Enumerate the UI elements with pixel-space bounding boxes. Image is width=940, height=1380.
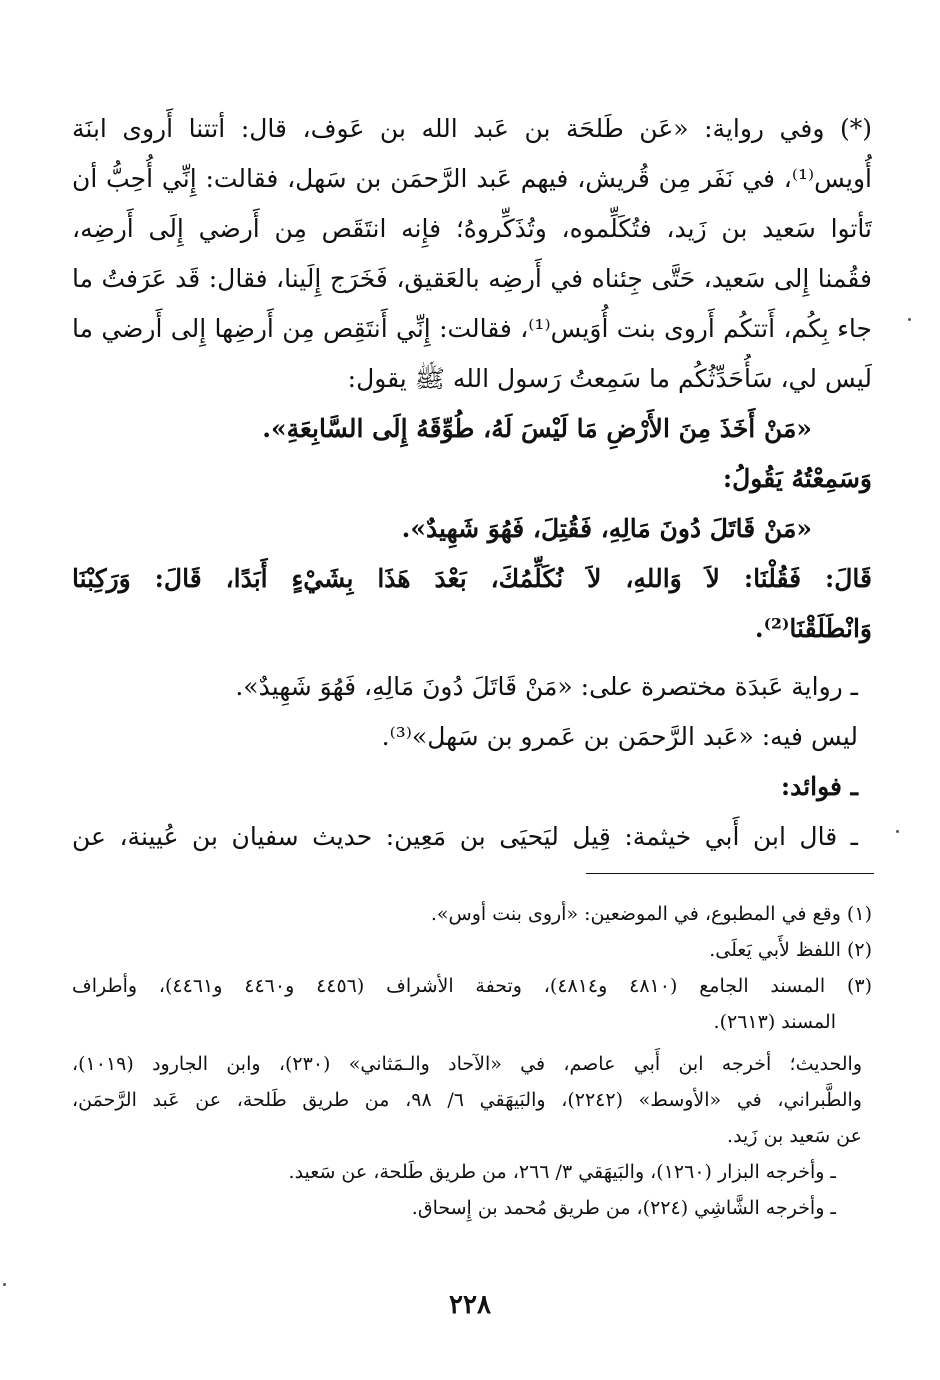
footnote-line: (٢) اللفظ لأَبي يَعلَى. bbox=[709, 939, 872, 961]
footnote-line: (٣) المسند الجامع (٤٨١٠ و٤٨١٤)، وتحفة الأشراف (٤٤٥٦ و٤٤٦٠ و٤٤٦١)، وأطراف bbox=[72, 975, 872, 997]
footnote-line: (١) وقع في المطبوع، في الموضعين: «أروى بنت أوس». bbox=[430, 903, 872, 925]
main-line: قَالَ: فَقُلْنَا: لاَ وَاللهِ، لاَ نُكَلِّمُكَ، بَعْدَ هَذَا بِشَيْءٍ أَبَدًا، قَالَ: وَرَكِبْنَا bbox=[72, 564, 872, 593]
hadith-quote: «مَنْ أَخَذَ مِنَ الأَرْضِ مَا لَيْسَ لَهُ، طُوِّقَهُ إِلَى السَّابِعَةِ». bbox=[262, 414, 812, 443]
main-line: لَيس لي، سَأُحَدِّثُكُم ما سَمِعتُ رَسول الله ﷺ يقول: bbox=[347, 364, 872, 393]
hadith-quote: «مَنْ قَاتَلَ دُونَ مَالِهِ، فَقُتِلَ، فَهُوَ شَهِيدٌ». bbox=[401, 514, 812, 543]
narration-note: ليس فيه: «عَبد الرَّحمَن بن عَمرو بن سَهل»⁽³⁾. bbox=[381, 722, 858, 751]
main-line: أُويس⁽¹⁾، في نَفَر مِن قُريش، فيهم عَبد الرَّحمَن بن سَهل، فقالت: إِنِّي أُحِبُّ أن bbox=[72, 164, 872, 193]
narration-note: ـ رواية عَبدَة مختصرة على: «مَنْ قَاتَلَ دُونَ مَالِهِ، فَهُوَ شَهِيدٌ». bbox=[235, 672, 858, 701]
main-line: وَسَمِعْتُهُ يَقُولُ: bbox=[722, 464, 872, 493]
margin-speck bbox=[896, 830, 899, 833]
main-line: وَانْطَلَقْنَا⁽²⁾. bbox=[754, 614, 872, 643]
footnotes-block bbox=[72, 896, 872, 1226]
footnote-divider bbox=[586, 873, 874, 874]
footnote-line: ـ وأخرجه الشَّاشِي (٢٢٤)، من طريق مُحمد بن إِسحاق. bbox=[411, 1197, 836, 1219]
main-text-block bbox=[72, 104, 872, 862]
footnote-line: والطَّبراني، في «الأوسط» (٢٢٤٢)، والبَيهَقي ٦/ ٩٨، من طريق طَلحة، عن عَبد الرَّحمَن، bbox=[72, 1089, 862, 1111]
margin-speck bbox=[3, 1283, 6, 1286]
footnote-line: عن سَعيد بن زَيد. bbox=[727, 1125, 862, 1147]
main-line: فقُمنا إِلى سَعيد، حَتَّى جِئناه في أَرضِه بالعَقيق، فَخَرَج إِلَينا، فقال: قَد عَرَفتُ ما bbox=[72, 264, 872, 293]
footnote-line: والحديث؛ أخرجه ابن أَبي عاصم، في «الآحاد والـمَثاني» (٢٣٠)، وابن الجارود (١٠١٩)، bbox=[72, 1053, 863, 1075]
footnote-line: ـ وأخرجه البزار (١٢٦٠)، والبَيهَقي ٣/ ٢٦٦، من طريق طَلحة، عن سَعيد. bbox=[288, 1161, 836, 1183]
margin-speck bbox=[908, 318, 911, 321]
main-line: ـ قال ابن أَبي خيثمة: قِيل ليَحيَى بن مَعِين: حديث سفيان بن عُيينة، عن bbox=[72, 822, 858, 851]
footnote-line: المسند (٢٦١٣). bbox=[713, 1011, 836, 1033]
main-line: جاء بِكُم، أَتتكُم أَروى بنت أُوَيس⁽¹⁾، فقالت: إِنِّي أَنتَقِص مِن أَرضِها إِلى أَرضي ما bbox=[72, 314, 872, 343]
main-line: (*) وفي رواية: «عَن طَلحَة بن عَبد الله بن عَوف، قال: أتتنا أَروى ابنَة bbox=[72, 114, 872, 143]
page-number: ٢٢٨ bbox=[449, 1290, 491, 1320]
section-heading-benefits: ـ فوائد: bbox=[780, 772, 858, 801]
main-line: تَأتوا سَعيد بن زَيد، فتُكَلِّموه، وتُذَكِّروهُ؛ فإِنه انتَقَص مِن أَرضي إِلَى أَرضِه، bbox=[72, 214, 872, 243]
